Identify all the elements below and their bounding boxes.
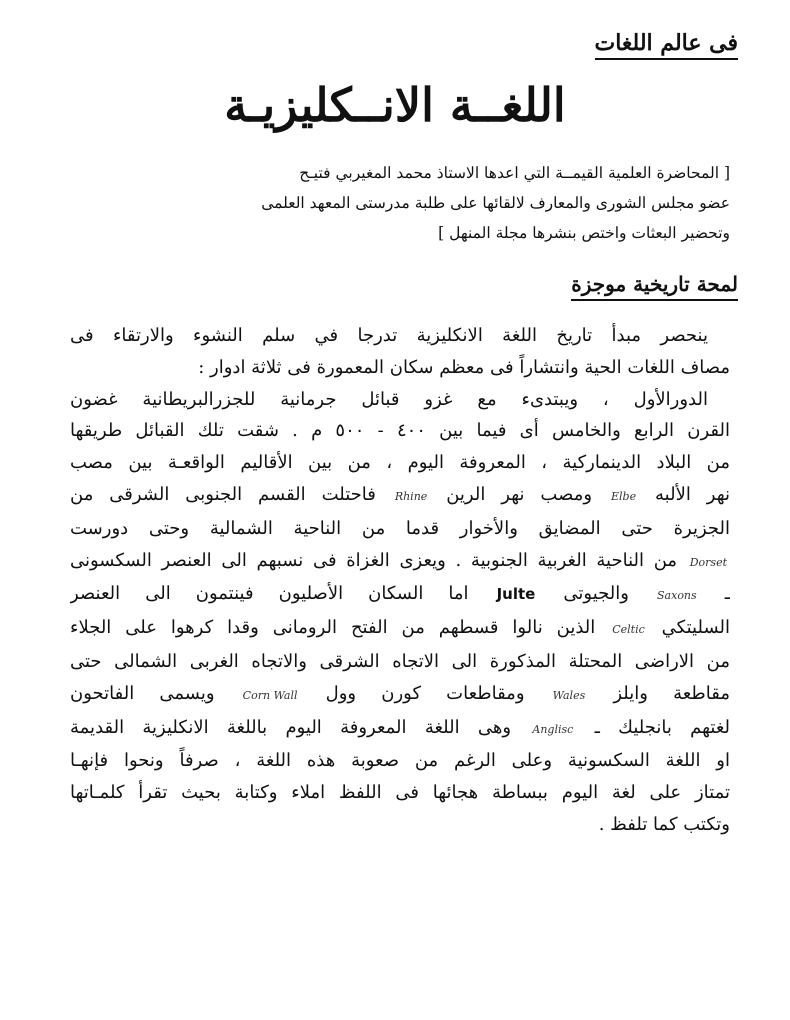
body-line (70, 545, 730, 579)
body-text-run: اما السكان الأصليون فينتمون الى العنصر (70, 583, 494, 605)
latin-term: Anglisc (532, 722, 574, 736)
latin-term: Celtic (612, 623, 645, 637)
body-text-run: من الناحية الغربية الجنوبية . ويعزى الغزاة فى نسبهم الى العنصر السكسونى (70, 549, 687, 571)
body-text-run: ينحصر مبدأ تاريخ اللغة الانكليزية تدرجا في سلم النشوء والارتقاء فى (70, 325, 708, 346)
body-text-run: القرن الرابع والخامس أى فيما بين ٤٠٠ - ٥٠٠ م . شقت تلك القبائل طريقها (70, 420, 730, 442)
body-text-run: وهى اللغة المعروفة اليوم باللغة الانكليزية القديمة (70, 716, 530, 738)
body-text-run: ويسمى الفاتحون (70, 682, 240, 704)
body-line (70, 320, 730, 352)
body-paragraphs (70, 320, 730, 841)
body-line (70, 678, 730, 712)
body-line (70, 513, 730, 545)
body-text-run: ومقاطعات كورن وول (300, 682, 550, 704)
body-text-run: من الاراضى المحتلة المذكورة الى الاتجاه الشرقى والاتجاه الغربى الشمالى حتى (70, 650, 730, 672)
intro-line: وتحضير البعثات واختص بنشرها مجلة المنهل ] (438, 224, 730, 242)
body-text-run: مصاف اللغات الحية وانتشاراً فى معظم سكان المعمورة فى ثلاثة ادوار : (198, 356, 730, 378)
page-title: اللغــة الانــكليزيـة (224, 78, 566, 132)
body-line (70, 384, 730, 416)
body-text-run: ومصب نهر الرين (430, 483, 608, 505)
body-text-run: الجزيرة حتى المضايق والأخوار قدما من الناحية الشمالية وحتى دورست (70, 517, 730, 539)
body-text-run: لغتهم بانجليك ـ (576, 716, 730, 738)
latin-term: Julte (496, 585, 536, 604)
body-text-run: فاحتلت القسم الجنوبى الشرقى من (70, 483, 392, 505)
body-line (70, 712, 730, 746)
body-line (70, 777, 730, 809)
latin-term: Wales (552, 688, 586, 702)
body-line (70, 415, 730, 447)
body-line (70, 479, 730, 513)
body-line (70, 352, 730, 384)
body-line (70, 612, 730, 646)
body-line (70, 578, 730, 612)
body-line (70, 809, 730, 841)
body-text-run: الدورالأول ، ويبتدىء مع غزو قبائل جرمانية للجزرالبريطانية غضون (70, 388, 708, 410)
body-text-run: نهر الألبه (639, 483, 730, 505)
body-text-run: او اللغة السكسونية وعلى الرغم من صعوبة هذه اللغة ، صرفاً ونحوا فإنهـا (70, 750, 730, 772)
body-text-run: مقاطعة وايلز (588, 682, 730, 704)
body-text-run: ـ (699, 583, 730, 605)
body-text-run: من البلاد الدينماركية ، المعروفة اليوم ، من بين الأقاليم الواقعـة بين مصب (70, 452, 730, 474)
intro-note (70, 158, 730, 248)
body-text-run: الذين نالوا قسطهم من الفتح الرومانى وقدا كرهوا على الجلاء (70, 617, 610, 639)
section-label: فى عالم اللغات (595, 30, 738, 60)
body-text-run: السليتكي (647, 617, 730, 639)
body-text-run: وتكتب كما تلفظ . (598, 813, 730, 835)
body-text-run: والجيوتى (538, 583, 655, 605)
latin-term: Elbe (610, 489, 637, 503)
intro-line: عضو مجلس الشورى والمعارف لالقائها على طلبة مدرستى المعهد العلمى (261, 194, 730, 212)
latin-term: Saxons (657, 589, 697, 603)
body-line (70, 646, 730, 678)
body-line (70, 745, 730, 777)
intro-line: [ المحاضرة العلمية القيمــة التي اعدها الاستاذ محمد المغيربي فتيـح (299, 164, 730, 182)
latin-term: Corn Wall (242, 688, 298, 702)
body-text-run: تمتاز على لغة اليوم ببساطة هجائها فى اللفظ املاء وكتابة بحيث تقرأ كلمـاتها (70, 782, 730, 804)
section-subheading: لمحة تاريخية موجزة (571, 272, 738, 301)
latin-term: Dorset (689, 555, 727, 569)
latin-term: Rhine (394, 489, 428, 503)
body-line (70, 447, 730, 479)
